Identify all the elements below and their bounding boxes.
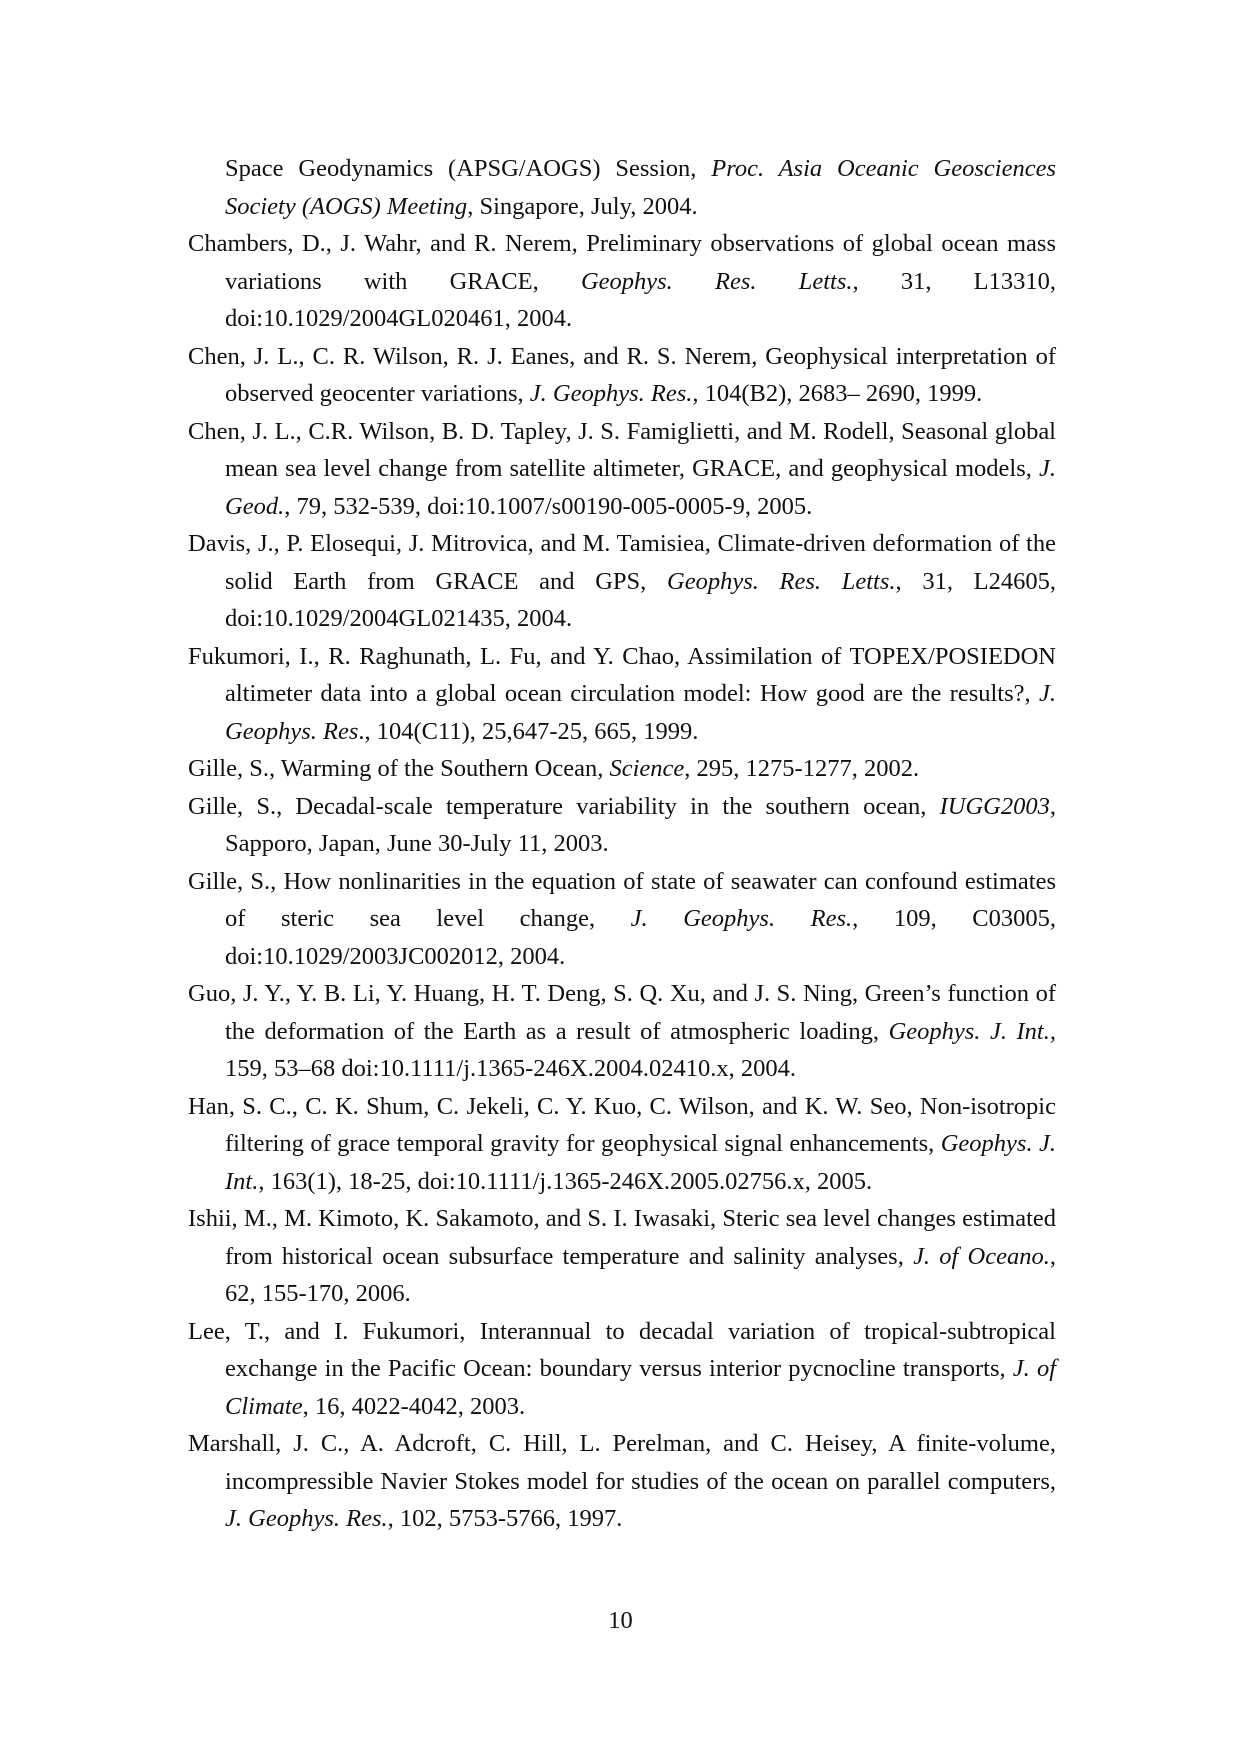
reference-entry bbox=[188, 1425, 1056, 1538]
reference-journal: IUGG2003 bbox=[939, 792, 1050, 820]
reference-text: , 31, L24605, doi:10.1029/2004GL021435, 2004. bbox=[225, 567, 1057, 632]
reference-text: Chambers, D., J. Wahr, and R. Nerem, Preliminary observations of global ocean mass variations with GRACE, bbox=[188, 230, 1056, 295]
reference-text: Fukumori, I., R. Raghunath, L. Fu, and Y. Chao, Assimilation of TOPEX/POSIEDON altimeter data into a global ocean circulation model: How good are the results?, bbox=[188, 642, 1056, 707]
reference-entry bbox=[188, 788, 1056, 863]
reference-text: Ishii, M., M. Kimoto, K. Sakamoto, and S. I. Iwasaki, Steric sea level changes estimated from historical ocean subsurface temperature and salinity analyses, bbox=[188, 1205, 1056, 1270]
reference-entry bbox=[188, 863, 1056, 976]
reference-journal: J. Geophys. Res bbox=[225, 680, 1056, 745]
reference-entry bbox=[188, 975, 1056, 1088]
reference-text: 31, L13310, doi:10.1029/2004GL020461, 2004. bbox=[225, 267, 1057, 332]
reference-text: Guo, J. Y., Y. B. Li, Y. Huang, H. T. Deng, S. Q. Xu, and J. S. Ning, Green’s function of the deformation of the Earth as a result of atmospheric loading, bbox=[188, 980, 1056, 1045]
reference-entry bbox=[188, 638, 1056, 751]
reference-list bbox=[188, 150, 1056, 1538]
reference-text: , 295, 1275-1277, 2002. bbox=[684, 755, 920, 782]
reference-text: , 163(1), 18-25, doi:10.1111/j.1365-246X.2005.02756.x, 2005. bbox=[258, 1167, 873, 1195]
reference-journal: J. Geophys. Res. bbox=[225, 1505, 388, 1532]
reference-text: , 79, 532-539, doi:10.1007/s00190-005-0005-9, 2005. bbox=[284, 492, 813, 520]
reference-text: Gille, S., How nonlinarities in the equation of state of seawater can confound estimates of steric sea level change, bbox=[188, 867, 1056, 932]
reference-text: Space Geodynamics (APSG/AOGS) Session, bbox=[225, 155, 712, 182]
reference-entry bbox=[188, 413, 1056, 526]
reference-journal: J. Geod. bbox=[225, 455, 1056, 520]
reference-entry bbox=[188, 1200, 1056, 1313]
reference-entry bbox=[188, 1313, 1056, 1426]
reference-journal: Geophys. J. Int. bbox=[225, 1130, 1056, 1195]
reference-entry bbox=[188, 150, 1056, 225]
reference-entry bbox=[188, 225, 1056, 338]
reference-text: , Sapporo, Japan, June 30-July 11, 2003. bbox=[225, 792, 1056, 857]
reference-text: 104(B2), 2683– 2690, 1999. bbox=[698, 380, 983, 407]
reference-entry bbox=[188, 1088, 1056, 1201]
reference-journal: J. of Climate bbox=[225, 1355, 1056, 1420]
reference-journal: J. of Oceano. bbox=[913, 1242, 1050, 1270]
reference-text: , 102, 5753-5766, 1997. bbox=[387, 1505, 623, 1532]
reference-entry bbox=[188, 525, 1056, 638]
reference-journal: Proc. Asia Oceanic Geosciences Society (AOGS) Meeting bbox=[225, 155, 1056, 220]
reference-journal: Geophys. J. Int., bbox=[888, 1017, 1056, 1045]
reference-text: , 16, 4022-4042, 2003. bbox=[302, 1392, 526, 1420]
reference-entry bbox=[188, 338, 1056, 413]
reference-text: 159, 53–68 doi:10.1111/j.1365-246X.2004.02410.x, 2004. bbox=[225, 1055, 796, 1082]
reference-text: Han, S. C., C. K. Shum, C. Jekeli, C. Y. Kuo, C. Wilson, and K. W. Seo, Non-isotropic filtering of grace temporal gravity for geophysical signal enhancements, bbox=[188, 1092, 1056, 1157]
page-number: 10 bbox=[608, 1607, 633, 1634]
reference-journal: J. Geophys. Res., bbox=[529, 380, 699, 407]
reference-journal: J. Geophys. Res. bbox=[630, 905, 853, 932]
reference-text: Davis, J., P. Elosequi, J. Mitrovica, and M. Tamisiea, Climate-driven deformation of the solid Earth from GRACE and GPS, bbox=[188, 530, 1056, 595]
reference-text: Marshall, J. C., A. Adcroft, C. Hill, L. Perelman, and C. Heisey, A finite-volume, incompressible Navier Stokes model for studies of the ocean on parallel computers, bbox=[188, 1430, 1056, 1495]
reference-journal: Geophys. Res. Letts., bbox=[580, 267, 859, 295]
reference-journal: , Science bbox=[597, 755, 685, 782]
reference-text: ., 104(C11), 25,647-25, 665, 1999. bbox=[358, 717, 699, 745]
reference-text: Gille, S., Decadal-scale temperature variability in the southern ocean, bbox=[188, 792, 940, 820]
reference-text: Gille, S., Warming of the Southern Ocean bbox=[188, 755, 598, 782]
reference-entry bbox=[188, 750, 1056, 788]
reference-text: , Singapore, July, 2004. bbox=[467, 192, 698, 220]
reference-text: Chen, J. L., C. R. Wilson, R. J. Eanes, and R. S. Nerem, Geophysical interpretation of observed geocenter variations, bbox=[188, 342, 1056, 407]
reference-journal: Geophys. Res. Letts. bbox=[667, 567, 896, 595]
reference-text: , 62, 155-170, 2006. bbox=[225, 1242, 1057, 1307]
reference-text: , 109, C03005, doi:10.1029/2003JC002012, 2004. bbox=[225, 905, 1056, 970]
reference-text: Lee, T., and I. Fukumori, Interannual to decadal variation of tropical-subtropical exchange in the Pacific Ocean: boundary versus interior pycnocline transports, bbox=[188, 1317, 1056, 1382]
reference-text: Chen, J. L., C.R. Wilson, B. D. Tapley, J. S. Famiglietti, and M. Rodell, Seasonal global mean sea level change from satellite altimeter, GRACE, and geophysical models, bbox=[188, 417, 1056, 482]
